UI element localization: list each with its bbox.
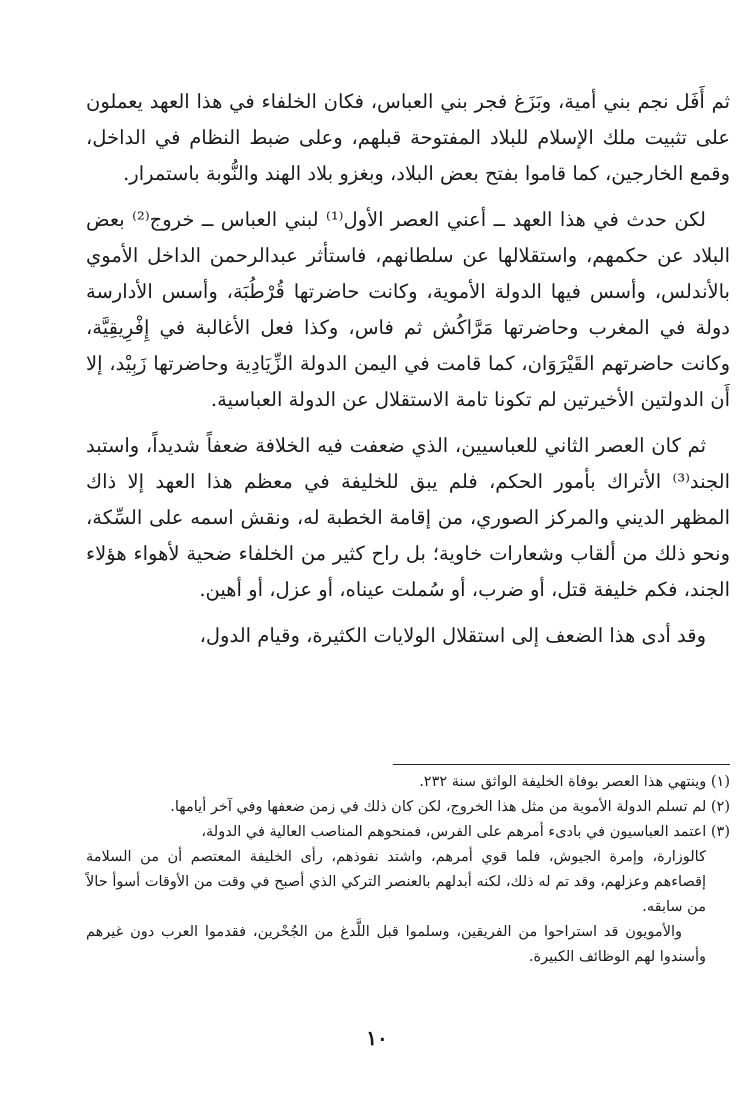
footnote-3: (٣) اعتمد العباسيون في بادىء أمرهم على الفرس، فمنحوهم المناصب العالية في الدولة،	[201, 824, 730, 840]
paragraph-4: وقد أدى هذا الضعف إلى استقلال الولايات الكثيرة، وقيام الدول،	[199, 624, 706, 647]
main-text	[86, 84, 730, 654]
footnote-3-paragraph-2: والأمويون قد استراحوا من الفريقين، وسلموا قبل اللَّدغ من الجُحْرين، فقدموا العرب دون غيرهم وأسندوا لهم الوظائف الكبيرة.	[86, 924, 706, 965]
footnotes	[86, 770, 730, 970]
paragraph-3: ثم كان العصر الثاني للعباسيين، الذي ضعفت فيه الخلافة ضعفاً شديداً، واستبد الجند⁽³⁾ الأتراك بأمور الحكم، فلم يبق للخليفة في معظم هذا العهد إلا ذاك المظهر الديني والمركز الصوري، من إقامة الخطبة له، ونقش اسمه على السِّكة، ونحو ذلك من ألقاب وشعارات خاوية؛ بل راح كثير من الخلفاء ضحية لأهواء هؤلاء الجند، فكم خليفة قتل، أو ضرب، أو سُملت عيناه، أو عزل، أو أهين.	[86, 434, 730, 601]
footnote-separator	[393, 764, 730, 765]
footnote-3-continued: كالوزارة، وإمرة الجيوش، فلما قوي أمرهم، واشتد نفوذهم، رأى الخليفة المعتصم أن من السلامة إقصاءهم وعزلهم، وقد تم له ذلك، لكنه أبدلهم بالعنصر التركي الذي أصبح في وقت من الأوقات أسوأ حالاً من سابقه.	[86, 849, 706, 915]
paragraph-1: ثم أَفَل نجم بني أمية، وبَزَغ فجر بني العباس، فكان الخلفاء في هذا العهد يعملون على تثبيت ملك الإسلام للبلاد المفتوحة قبلهم، وعلى ضبط النظام في الداخل، وقمع الخارجين، كما قاموا بفتح بعض البلاد، وبغزو بلاد الهند والنُّوبة باستمرار.	[86, 90, 730, 185]
footnote-2: (٢) لم تسلم الدولة الأموية من مثل هذا الخروج، لكن كان ذلك في زمن ضعفها وفي آخر أيامها.	[170, 799, 730, 815]
paragraph-2: لكن حدث في هذا العهد ــ أعني العصر الأول⁽¹⁾ لبني العباس ــ خروج⁽²⁾ بعض البلاد عن حكمهم، واستقلالها عن سلطانهم، فاستأثر عبدالرحمن الداخل الأموي بالأندلس، وأسس فيها الدولة الأموية، وكانت حاضرتها قُرْطُبَة، وأسس الأدارسة دولة في المغرب وحاضرتها مَرَّاكُش ثم فاس، وكذا فعل الأغالبة في إِفْرِيقِيَّة، وكانت حاضرتهم القَيْرَوَان، كما قامت في اليمن الدولة الزِّيَادِية وحاضرتها زَبِيْد، إلا أَن الدولتين الأخيرتين لم تكونا تامة الاستقلال عن الدولة العباسية.	[86, 208, 730, 411]
page-number: ١٠	[366, 1026, 388, 1050]
footnote-1: (١) وينتهي هذا العصر بوفاة الخليفة الواثق سنة ٢٣٢.	[419, 774, 730, 790]
